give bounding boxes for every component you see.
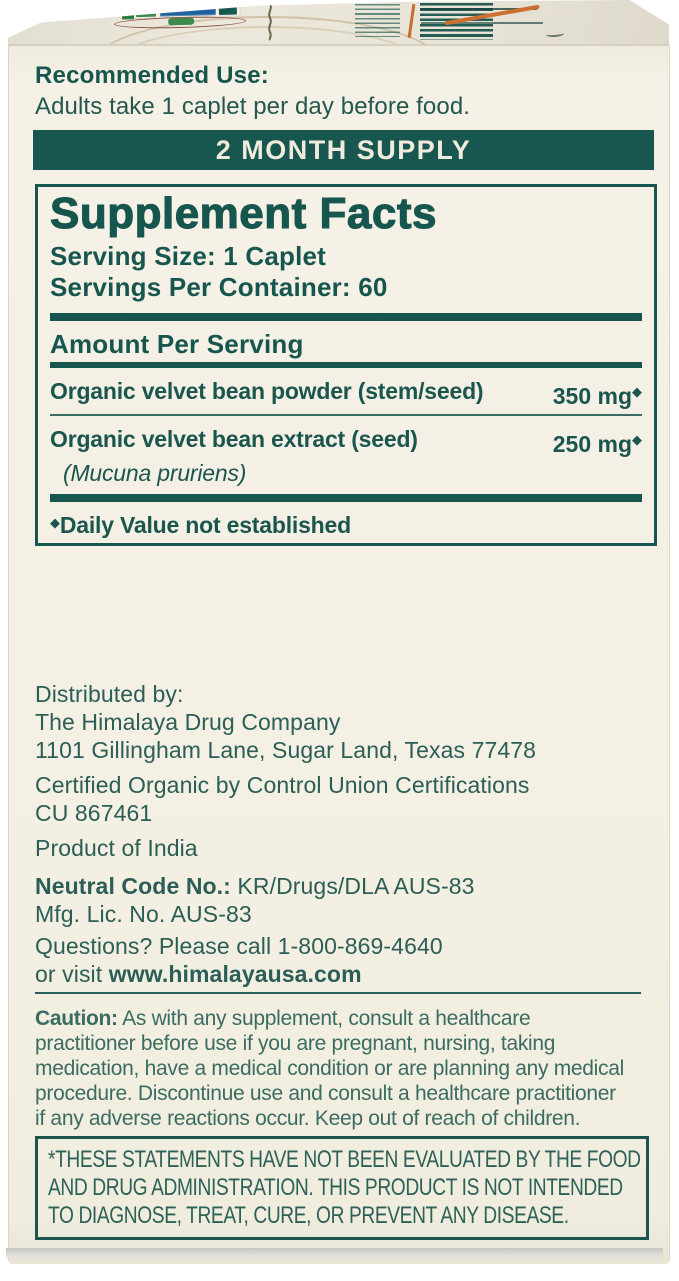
fda-disclaimer-line: TO DIAGNOSE, TREAT, CURE, OR PREVENT ANY DISEASE.	[48, 1202, 569, 1229]
caution-line: practitioner before use if you are pregnant, nursing, taking	[35, 1032, 556, 1055]
ingredient-name: Organic velvet bean extract (seed)	[50, 426, 418, 452]
ingredient-row	[50, 377, 642, 411]
distributor-address: 1101 Gillingham Lane, Sugar Land, Texas 77478	[35, 737, 537, 763]
caution-line: Caution: As with any supplement, consult a healthcare	[35, 1007, 531, 1030]
certification-number: CU 867461	[35, 800, 153, 826]
caution-label: Caution:	[35, 1007, 118, 1030]
thumbnail-pill-shape	[168, 18, 194, 26]
divider-bar	[50, 362, 642, 368]
website-line	[35, 960, 646, 988]
website-prefix: or visit	[35, 961, 109, 987]
thumbnail-green-chip	[122, 5, 134, 19]
caution-line: medication, have a medical condition or are planning any medical	[35, 1057, 624, 1080]
caution-line: procedure. Discontinue use and consult a healthcare practitioner	[35, 1082, 616, 1105]
section-divider	[35, 992, 641, 994]
codes-block	[35, 872, 646, 928]
distributor-block	[35, 680, 646, 764]
orange-divider-line	[408, 4, 416, 38]
box-drop-shadow	[6, 1248, 663, 1262]
supplement-facts-panel	[35, 184, 657, 546]
thumbnail-teal-chip	[219, 6, 237, 15]
ingredient-name: Organic velvet bean powder (stem/seed)	[50, 378, 484, 404]
phone-line: Questions? Please call 1-800-869-4640	[35, 933, 443, 959]
product-thumbnail-print	[120, 4, 240, 27]
divider-bar	[50, 313, 642, 321]
neutral-code-label: Neutral Code No.:	[35, 873, 231, 899]
daily-value-symbol: ◆	[632, 432, 642, 447]
certification-block	[35, 771, 646, 827]
box-front-panel	[8, 44, 670, 1264]
serving-size: Serving Size: 1 Caplet	[50, 241, 327, 271]
fda-disclaimer-line: *THESE STATEMENTS HAVE NOT BEEN EVALUATED BY THE FOOD	[48, 1146, 641, 1173]
recommended-use-text: Adults take 1 caplet per day before food.	[35, 93, 471, 120]
certification-text: Certified Organic by Control Union Certifications	[35, 772, 530, 798]
supplement-facts-title: Supplement Facts	[50, 189, 437, 238]
row-divider	[50, 414, 642, 416]
recommended-use-heading: Recommended Use:	[35, 62, 269, 89]
neutral-code-value: KR/Drugs/DLA AUS-83	[230, 873, 475, 899]
divider-bar	[50, 494, 642, 502]
box-top-flap	[8, 0, 669, 47]
daily-value-footnote: ◆Daily Value not established	[50, 512, 351, 538]
fda-disclaimer-box	[35, 1136, 649, 1240]
flap-rule-line	[421, 22, 543, 24]
ink-squiggle-icon	[265, 3, 275, 41]
fda-disclaimer-line: AND DRUG ADMINISTRATION. THIS PRODUCT IS NOT INTENDED	[48, 1174, 623, 1201]
neutral-code-line	[35, 872, 646, 900]
mfg-license-line: Mfg. Lic. No. AUS-83	[35, 901, 252, 927]
daily-value-symbol: ◆	[50, 515, 60, 530]
country-of-origin: Product of India	[35, 835, 198, 861]
supply-banner-label: 2 MONTH SUPPLY	[215, 134, 472, 165]
botanical-name: (Mucuna pruriens)	[63, 460, 247, 486]
flap-signature-mark	[546, 30, 564, 37]
thumbnail-green-chip	[136, 8, 156, 18]
fine-print-block	[355, 4, 400, 37]
caution-line: if any adverse reactions occur. Keep out of reach of children.	[35, 1107, 581, 1130]
supply-banner	[33, 130, 654, 170]
website-url: www.himalayausa.com	[108, 961, 362, 987]
amount-per-serving-heading: Amount Per Serving	[50, 329, 304, 359]
daily-value-symbol: ◆	[632, 384, 642, 399]
distributed-by-label: Distributed by:	[35, 681, 184, 707]
ingredient-amount: 250 mg◆	[552, 431, 642, 457]
ingredient-row	[50, 425, 642, 459]
servings-per-container: Servings Per Container: 60	[50, 272, 388, 302]
caution-block	[35, 1006, 646, 1131]
origin-block	[35, 834, 646, 862]
contact-block	[35, 932, 646, 988]
distributor-name: The Himalaya Drug Company	[35, 709, 341, 735]
ingredient-amount: 350 mg◆	[552, 383, 642, 409]
thumbnail-blue-chip	[160, 6, 216, 16]
